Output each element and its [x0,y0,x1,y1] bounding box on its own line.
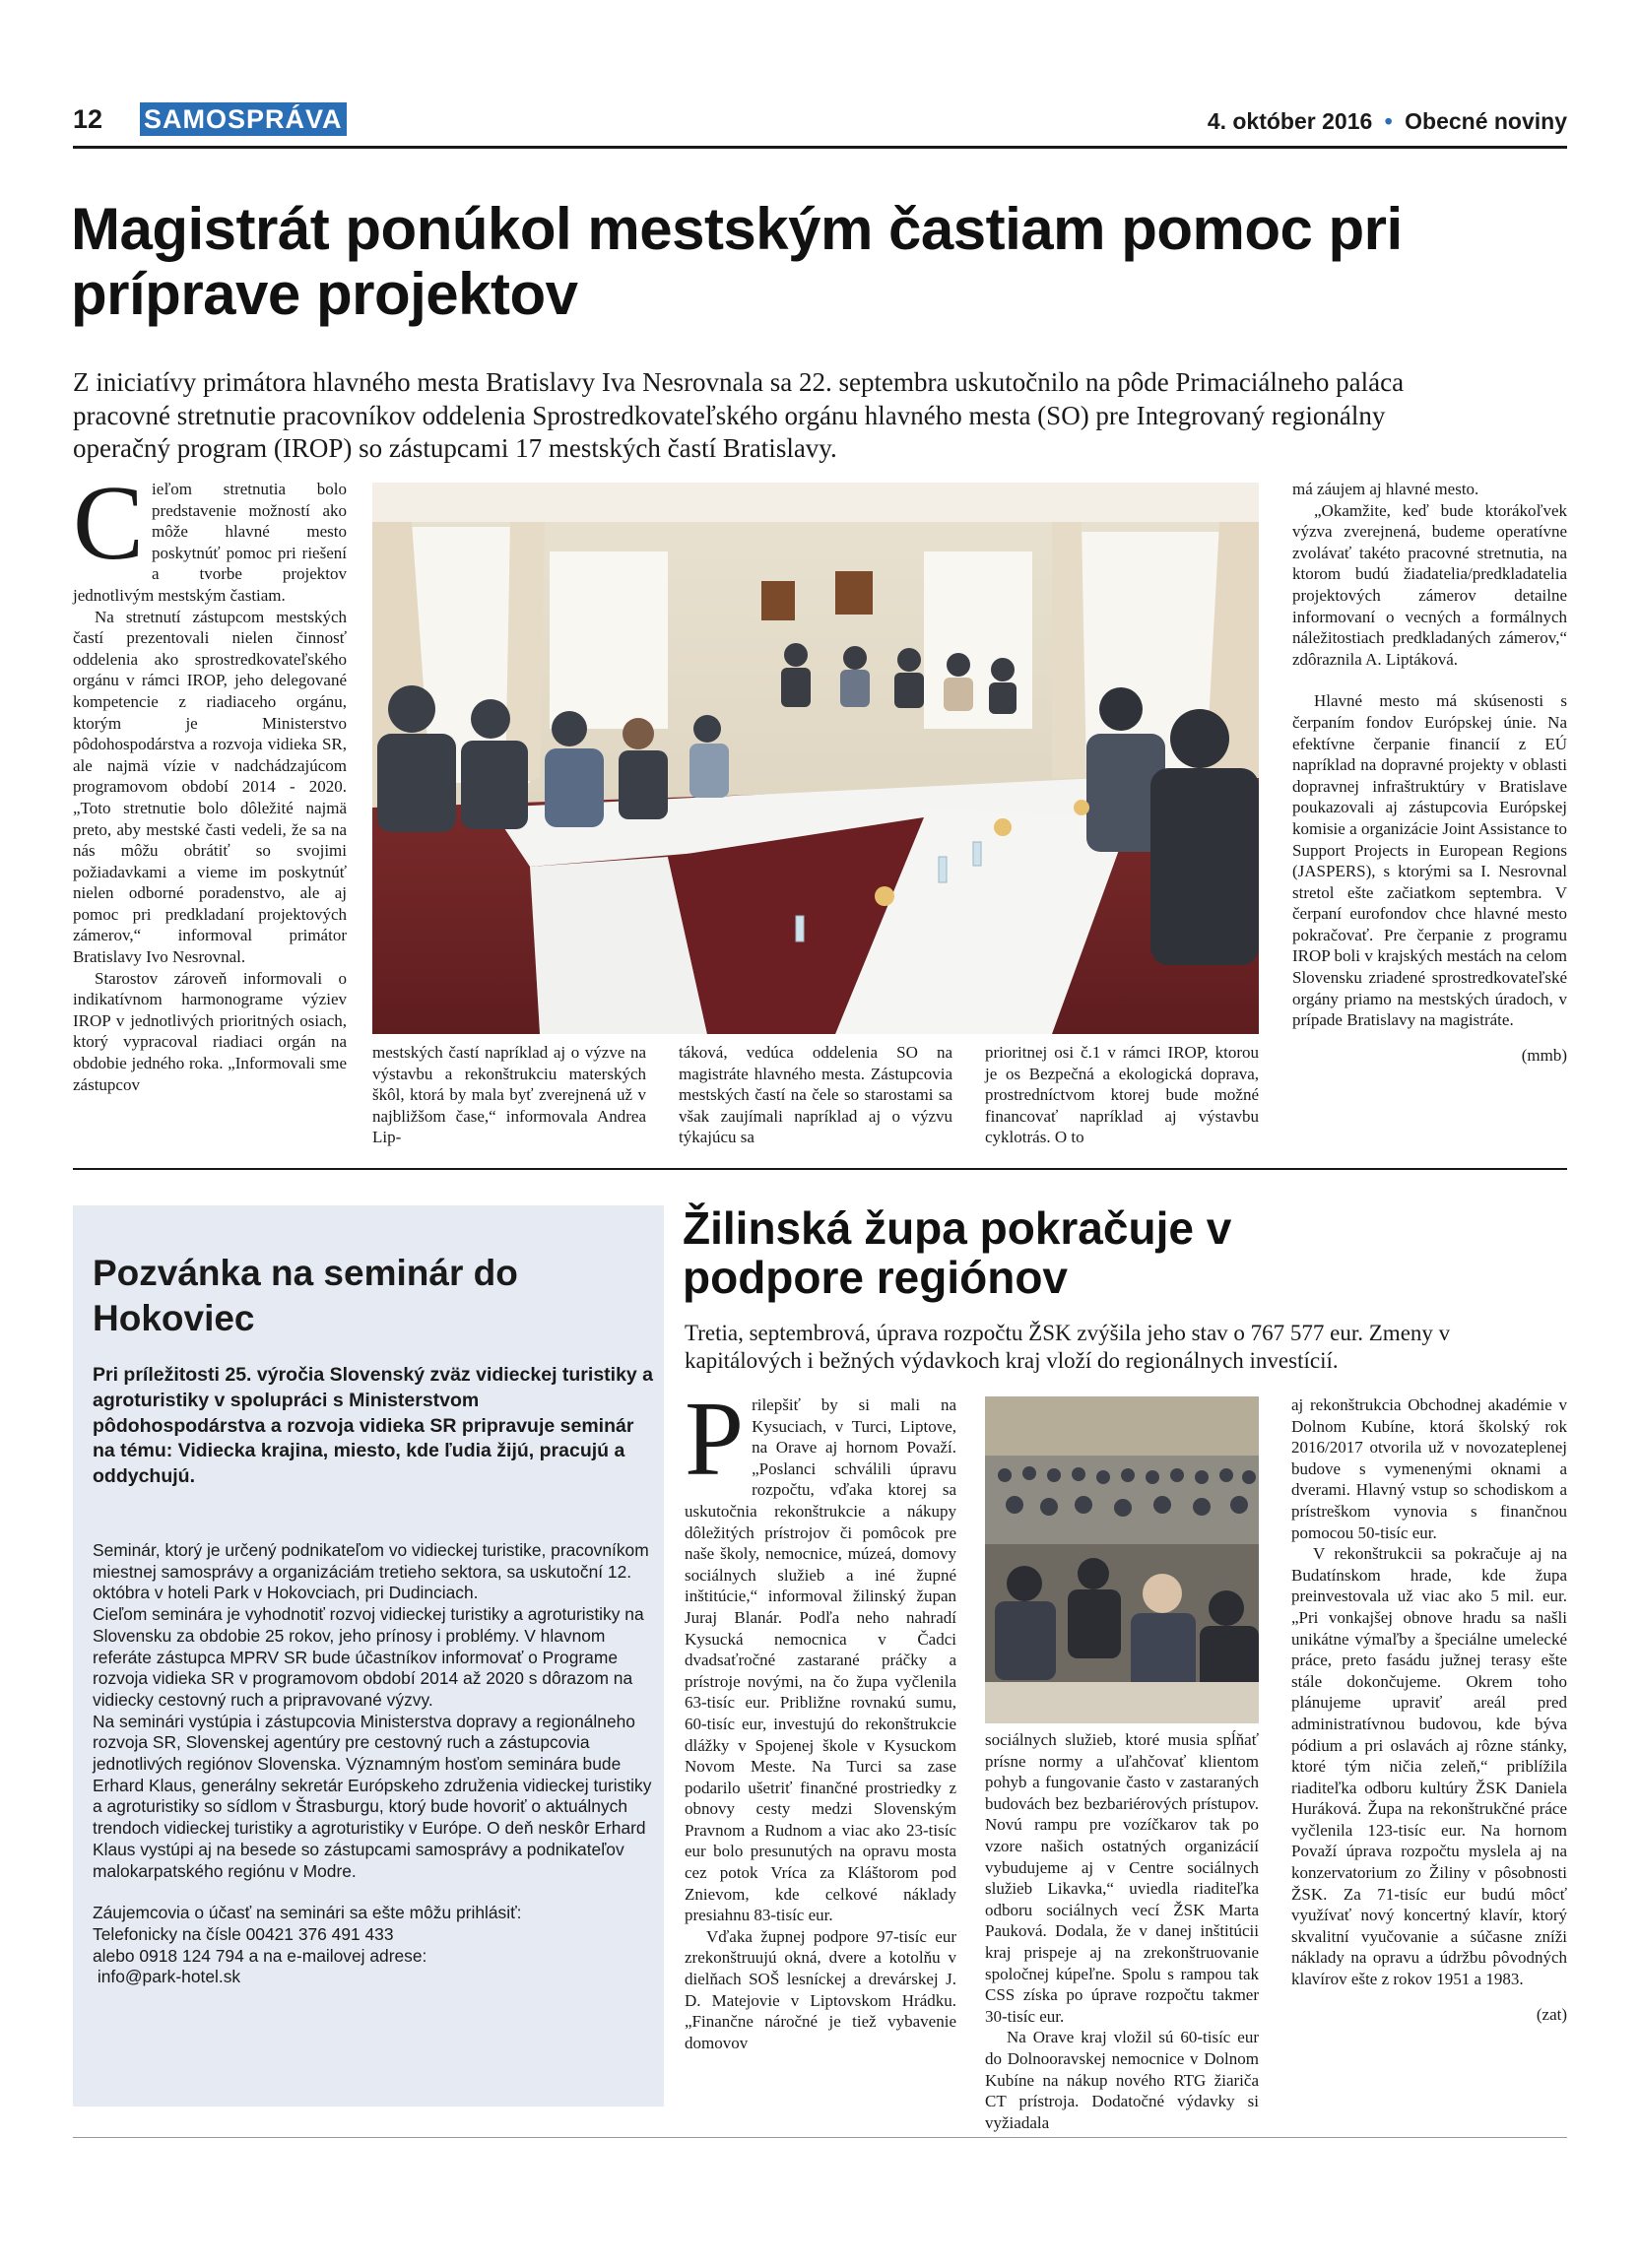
sidebar-body [93,1540,654,1988]
article2-col1-p1: rilepšiť by si mali na Kysuciach, v Turci, Liptove, na Orave aj hornom Považí. „Poslanci schválili úpravu rozpočtu, vďaka ktorej sa uskutočnia rekonštrukcie a nákupy dôležitých prístrojov či pomôcok pre naše školy, nemocnice, múzeá, domovy sociálnych služieb a iné župné inštitúcie,“ informoval žilinský župan Juraj Blanár. Podľa neho nahradí Kysucká nemocnica v Čadci dvadsaťročné zastarané práčky a prístroje novými, na čo župa vyčlenila 63-tisíc eur. Približne rovnakú sumu, 60-tisíc eur, investujú do rekonštrukcie dlážky v Spojenej škole v Kysuckom Novom Meste. Na Turci sa zase podarilo ušetriť finančné prostriedky z obnovy cesty medzi Slovenským Pravnom a Rudnom a viac ako 23-tisíc eur bolo presunutých na opravu mosta cez potok Vríca za Kláštorom pod Znievom, kde celkové náklady presiahnu 83-tisíc eur. [685,1395,956,1925]
sidebar-p1: Seminár, ktorý je určený podnikateľom vo vidieckej turistike, pracovníkom miestnej samosprávy a organizáciám tretieho sektora, sa uskutoční 12. októbra v hoteli Park v Hokovciach, pri Dudinciach. [93,1540,649,1603]
article2-col3-p1: aj rekonštrukcia Obchodnej akadémie v Dolnom Kubíne, ktorá školský rok 2016/2017 otvorila už v novozateplenej budove s vymenenými oknami a dverami. Hlavný vstup so schodiskom a prístreškom vynovia s finančnou pomocou 50-tisíc eur. [1291,1395,1567,1542]
footer-rule [73,2137,1567,2138]
article1-col1-p2: Na stretnutí zástupcom mestských častí prezentovali nielen činnosť oddelenia ako sprostredkovateľského orgánu v rámci IROP, jeho delegované kompetencie z riadiaceho orgánu, ktorým je Ministerstvo pôdohospodárstva a rozvoja vidieka SR, ale najmä vízie v nadchádzajúcom programovom období 2014 - 2020. „Toto stretnutie bolo dôležité najmä preto, aby mestské časti vedeli, že sa na nás môžu obrátiť so svojimi požiadavkami a vieme im poskytnúť nielen odborné poradenstvo, ale aj pomoc pri predkladaní projektových zámerov,“ informoval primátor Bratislavy Ivo Nesrovnal. [73,607,347,967]
sidebar-contact-3: alebo 0918 124 794 a na e-mailovej adrese: [93,1945,427,1966]
article1-col5-p3: Hlavné mesto má skúsenosti s čerpaním fondov Európskej únie. Na efektívne čerpanie financií z EÚ napríklad na dopravné projekty v oblasti dopravnej infraštruktúry v Bratislave poukazovali aj zástupcovia Európskej komisie a organizácie Joint Assistance to Support Projects in European Regions (JASPERS), s ktorými sa I. Nesrovnal stretol ešte začiatkom septembra. V čerpaní eurofondov chce hlavné mesto pokračovať. Pre čerpanie z programu IROP boli v krajských mestách na celom Slovensku zriadené sprostredkovateľské orgány priamo na mestských úradoch, v prípade Bratislavy na magistráte. [1292,691,1567,1030]
article1-col3: táková, vedúca oddelenia SO na magistráte hlavného mesta. Zástupcovia mestských častí na čele so starostami sa však zaujímali napríklad aj o výzvu týkajúcu sa [679,1043,952,1147]
article2-col2-p1: sociálnych služieb, ktoré musia spĺňať prísne normy a uľahčovať klientom pohyb a fungovanie často v zastaraných budovách bez bezbariérových prístupov. Novú rampu pre vozíčkarov tak po vzore našich ostatných organizácií vybudujeme aj v Centre sociálnych služieb Likavka,“ uviedla riaditeľka odboru sociálnych vecí ŽSK Marta Pauková. Dodala, že v danej inštitúcii kraj prispeje aj na zrekonštruovanie spoločnej kúpeľne. Spolu s rampou tak CSS získa po úprave rozpočtu takmer 30-tisíc eur. [985,1730,1259,2026]
article2-dropcap: P [685,1381,745,1498]
article2-lead: Tretia, septembrová, úprava rozpočtu ŽSK zvýšila jeho stav o 767 577 eur. Zmeny v kapitálových i bežných výdavkoch kraj vloží do regionálnych investícií. [685,1321,1451,1373]
assembly-image [985,1396,1259,1723]
article2-photo [985,1396,1259,1723]
sidebar-headline: Pozvánka na seminár do Hokoviec [93,1253,518,1338]
article1-col2: mestských častí napríklad aj o výzve na výstavbu a rekonštrukciu materských škôl, ktorá by mala byť zverejnená už v najbližšom čase,“ informovala Andrea Lip- [372,1043,646,1147]
header-bullet: • [1384,108,1393,134]
sidebar-contact-1: Záujemcovia o účasť na seminári sa ešte môžu prihlásiť: [93,1903,522,1923]
sidebar-p3: Na seminári vystúpia i zástupcovia Ministerstva dopravy a regionálneho rozvoja SR, Slovenskej agentúry pre cestovný ruch a zástupcovia jednotlivých regiónov Slovenska. Významným hosťom seminára bude Erhard Klaus, generálny sekretár Európskeho združenia vidieckej turistiky a agroturistiky so sídlom v Štrasburgu, ktorý bude hovoriť o aktuálnych trendoch vidieckej turistiky a agroturistiky v Európe. O deň neskôr Erhard Klaus vystúpi aj na besede so zástupcami samosprávy a podnikateľov malokarpatského regiónu v Modre. [93,1711,652,1881]
article1-photo [372,483,1259,1034]
article2-col2 [985,1729,1259,2133]
article1-col5-p1: má záujem aj hlavné mesto. [1292,480,1479,498]
section-rule [73,1168,1567,1170]
article2-col3 [1291,1394,1567,2025]
article1-col5-p2: „Okamžite, keď bude ktorákoľvek výzva zverejnená, budeme operatívne zvolávať takéto pracovné stretnutia, na ktorom budú žiadatelia/predkladatelia projektových zámerov detailne informovaní o vecných a formálnych náležitostiach predkladaných zámerov,“ zdôraznila A. Liptáková. [1292,500,1567,669]
article1-headline: Magistrát ponúkol mestským častiam pomoc pri príprave projektov [71,196,1403,327]
article2-signature: (zat) [1536,2004,1567,2024]
issue-date: 4. október 2016 [1207,108,1373,134]
article1-col1-p1: ieľom stretnutia bolo predstavenie možností ako môže hlavné mesto poskytnúť pomoc pri riešení a tvorbe projektov jednotlivým mestským častiam. [73,480,347,605]
article1-signature: (mmb) [1521,1045,1567,1065]
sidebar-p2: Cieľom seminára je vyhodnotiť rozvoj vidieckej turistiky a agroturistiky na Slovensku za obdobie 25 rokov, jeho prínosy i problémy. V hlavnom referáte zástupca MPRV SR bude účastníkov informovať o Programe rozvoja vidieka SR v programovom období 2014 až 2020 s dôrazom na vidiecky cestovný ruch a pripravované výzvy. [93,1604,644,1710]
sidebar-box [73,1205,664,2106]
article1-col4: prioritnej osi č.1 v rámci IROP, ktorou je os Bezpečná a ekologická doprava, prostredníctvom ktorej bude možné financovať napríklad aj výstavbu cyklotrás. O to [985,1043,1259,1147]
article2-col3-p2: V rekonštrukcii sa pokračuje aj na Budatínskom hrade, kde župa preinvestovala už viac ako 5 mil. eur. „Pri vonkajšej obnove hradu sa našli unikátne výmaľby a špeciálne umelecké práce, preto fasádu južnej terasy ešte stále dokončujeme. Okrem toho plánujeme upraviť areál pred administratívnou budovou, kde býva pódium a pri oslavách aj rôzne stánky, ktoré tým ničia zeleň,“ priblížila riaditeľka odboru kultúry ŽSK Daniela Huráková. Župa na rekonštrukčné práce vyčlenila 123-tisíc eur. Na hornom Považí úprava rozpočtu myslela aj na konzervatorium zo Žiliny v pôsobnosti ŽSK. Za 71-tisíc eur budú môcť využívať nový koncertný klavír, ktorý skvalitní vyučovanie a súčasne zníži náklady na opravu a údržbu pôvodných klavírov ešte z rokov 1951 a 1983. [1291,1544,1567,1989]
article1-lead: Z iniciatívy primátora hlavného mesta Bratislavy Iva Nesrovnala sa 22. septembra uskutočnilo na pôde Primaciálneho paláca pracovné stretnutie pracovníkov oddelenia Sprostredkovateľského orgánu hlavného mesta (SO) pre Integrovaný regionálny operačný program (IROP) so zástupcami 17 mestských častí Bratislavy. [73,367,1405,463]
sidebar-lead: Pri príležitosti 25. výročia Slovenský zväz vidieckej turistiky a agroturistiky v spolupráci s Ministerstvom pôdohospodárstva a rozvoja vidieka SR pripravuje seminár na tému: Vidiecka krajina, miesto, kde ľudia žijú, pracujú a oddychujú. [93,1364,654,1488]
article2-col1-p2: Vďaka župnej podpore 97-tisíc eur zrekonštruujú okná, dvere a kotolňu v dielňach SOŠ lesníckej a drevárskej J. D. Matejovie v Liptovskom Hrádku. „Finančne náročné je tiež vybavenie domovov [685,1926,956,2052]
page-number: 12 [73,104,103,134]
sidebar-contact-2: Telefonicky na čísle 00421 376 491 433 [93,1923,394,1944]
article1-col1 [73,465,347,1095]
sidebar-contact-email: info@park-hotel.sk [93,1967,241,1987]
article2-col1 [685,1381,956,2053]
article2-headline: Žilinská župa pokračuje v podpore regiónov [683,1202,1232,1303]
article1-dropcap: C [73,465,145,582]
section-label: SAMOSPRÁVA [140,102,347,136]
meeting-room-image [372,483,1259,1034]
publication-name: Obecné noviny [1405,108,1567,134]
header-rule [73,146,1567,149]
header-right [1208,106,1567,136]
article1-col5 [1292,479,1567,1066]
article1-col1-p3: Starostov zároveň informovali o indikatívnom harmonograme výziev IROP v jednotlivých prioritných osiach, ktorý vypracoval riadiaci orgán na obdobie jedného roka. „Informovali sme zástupcov [73,968,347,1094]
article2-col2-p2: Na Orave kraj vložil sú 60-tisíc eur do Dolnooravskej nemocnice v Dolnom Kubíne na nákup nového RTG žiariča CT prístroja. Dodatočné výdavky si vyžiadala [985,2028,1259,2132]
